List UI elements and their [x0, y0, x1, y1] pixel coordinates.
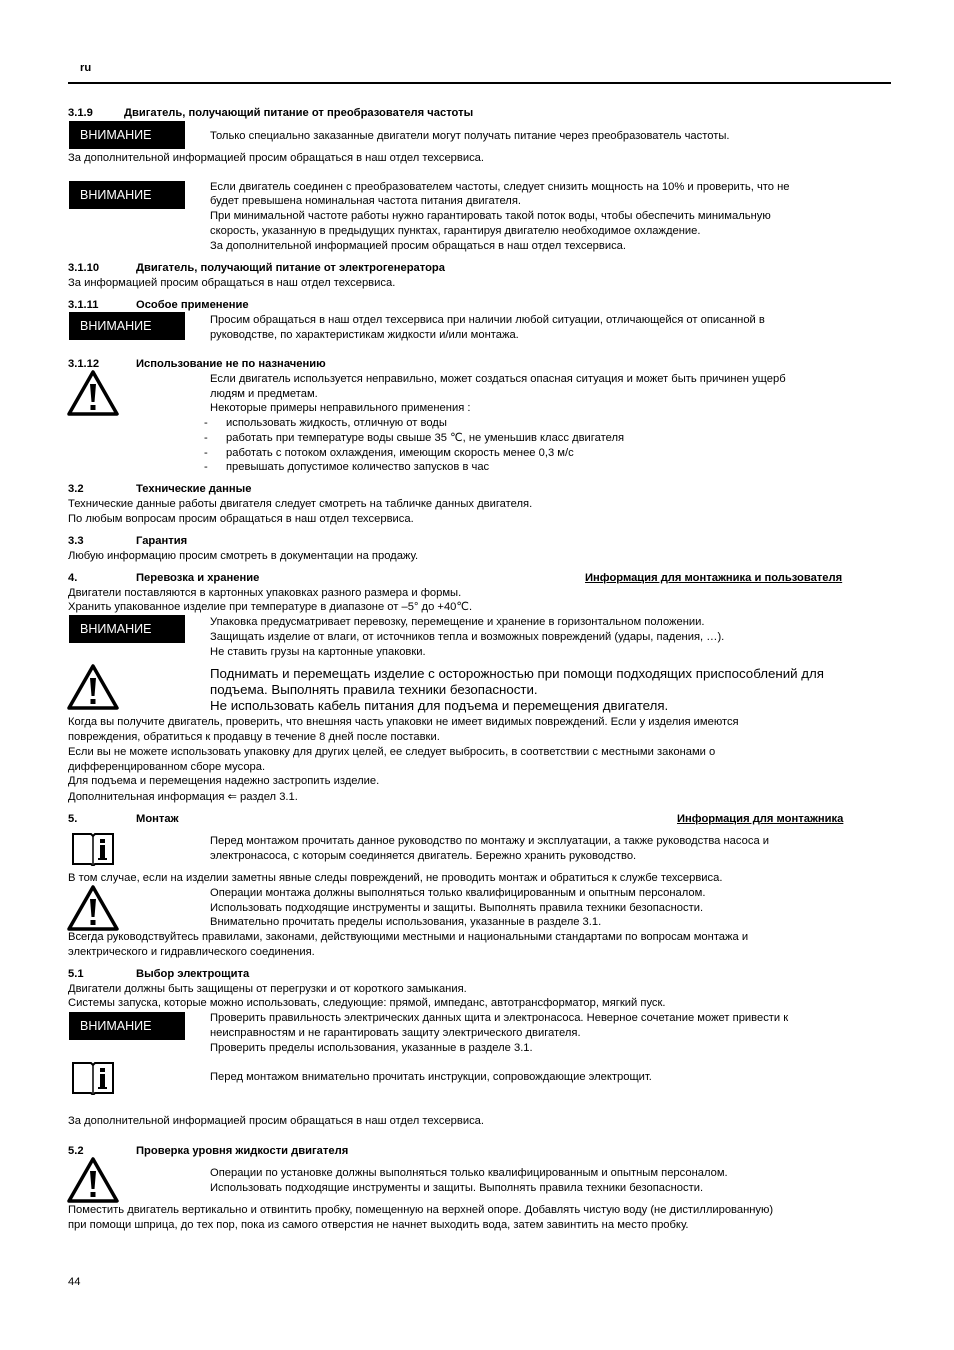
paragraph: электронасоса, с которым соединяется двигатель. Бережно хранить руководство. — [210, 850, 637, 862]
read-manual-icon — [71, 830, 115, 866]
warning-badge: ВНИМАНИЕ — [69, 1012, 185, 1040]
language-label: ru — [80, 62, 92, 74]
section-title: Технические данные — [136, 483, 252, 495]
bullet-dash: - — [204, 461, 208, 473]
section-number: 4. — [68, 572, 78, 584]
danger-text: подъема. Выполнять правила техники безопасности. — [210, 682, 538, 697]
warning-text: Проверить правильность электрических данных щита и электронасоса. Неверное сочетание может привести к — [210, 1012, 789, 1024]
section-number: 3.1.11 — [68, 299, 99, 311]
section-title: Использование не по назначению — [136, 358, 326, 370]
warning-text: Если двигатель соединен с преобразователем частоты, следует снизить мощность на 10% и проверить, что не — [210, 181, 790, 193]
list-item: превышать допустимое количество запусков в час — [226, 461, 490, 473]
list-item: работать с потоком охлаждения, имеющим скорость менее 0,3 м/с — [226, 447, 574, 459]
paragraph: Использовать подходящие инструменты и защиты. Выполнять правила техники безопасности. — [210, 1182, 704, 1194]
warning-text: Не ставить грузы на картонные упаковки. — [210, 646, 426, 658]
paragraph: В том случае, если на изделии заметны явные следы повреждений, не проводить монтаж и обратиться к службе техсервиса. — [68, 872, 723, 884]
paragraph: Двигатели должны быть защищены от перегрузки и от короткого замыкания. — [68, 983, 467, 995]
paragraph: Когда вы получите двигатель, проверить, что внешняя часть упаковки не имеет видимых повреждений. Если у изделия имеются — [68, 716, 739, 728]
warning-badge: ВНИМАНИЕ — [69, 615, 185, 643]
list-item: использовать жидкость, отличную от воды — [226, 417, 447, 429]
section-title: Монтаж — [136, 813, 179, 825]
paragraph: дифференцированном сборе мусора. — [68, 761, 266, 773]
danger-warning-icon — [67, 370, 119, 416]
read-manual-icon — [71, 1059, 115, 1095]
section-number: 3.1.9 — [68, 107, 93, 119]
paragraph: Системы запуска, которые можно использовать, следующие: прямой, импеданс, автотрансформатор, мягкий пуск. — [68, 997, 666, 1009]
paragraph: Дополнительная информация ⇐ раздел 3.1. — [68, 791, 298, 803]
paragraph: За информацией просим обращаться в наш отдел техсервиса. — [68, 277, 396, 289]
bullet-dash: - — [204, 447, 208, 459]
header-rule — [68, 82, 891, 84]
danger-warning-icon — [67, 664, 119, 710]
danger-warning-icon — [67, 1157, 119, 1203]
section-title: Двигатель, получающий питание от электрогенератора — [136, 262, 445, 274]
audience-label: Информация для монтажника — [677, 813, 844, 825]
paragraph: Двигатели поставляются в картонных упаковках разного размера и формы. — [68, 587, 462, 599]
section-number: 5.1 — [68, 968, 84, 980]
paragraph: повреждения, обратиться к продавцу в течение 8 дней после поставки. — [68, 731, 440, 743]
paragraph: Операции монтажа должны выполняться только квалифицированным и опытным персоналом. — [210, 887, 706, 899]
danger-text: Поднимать и перемещать изделие с осторожностью при помощи подходящих приспособлений для — [210, 666, 824, 681]
section-number: 3.3 — [68, 535, 84, 547]
section-number: 3.2 — [68, 483, 84, 495]
paragraph: Если вы не можете использовать упаковку для других целей, ее следует выбросить, в соответствии с местными законами о — [68, 746, 716, 758]
paragraph: Любую информацию просим смотреть в документации на продажу. — [68, 550, 419, 562]
section-title: Перевозка и хранение — [136, 572, 260, 584]
danger-text: Не использовать кабель питания для подъема и перемещения двигателя. — [210, 698, 669, 713]
section-number: 3.1.10 — [68, 262, 100, 274]
warning-text: Просим обращаться в наш отдел техсервиса при наличии любой ситуации, отличающейся от описанной в — [210, 314, 765, 326]
warning-text: неисправностям и не гарантировать защиту электрического двигателя. — [210, 1027, 581, 1039]
warning-text: скорость, указанную в предыдущих пунктах, гарантируя двигателю необходимое охлаждение. — [210, 225, 701, 237]
paragraph: За дополнительной информацией просим обращаться в наш отдел техсервиса. — [68, 1115, 484, 1127]
section-number: 5. — [68, 813, 78, 825]
paragraph: Некоторые примеры неправильного применения : — [210, 402, 471, 414]
paragraph: электрического и гидравлического соединения. — [68, 946, 315, 958]
bullet-dash: - — [204, 417, 208, 429]
paragraph: Если двигатель используется неправильно, может создаться опасная ситуация и может быть причинен ущерб — [210, 373, 786, 385]
paragraph: Внимательно прочитать пределы использования, указанные в разделе 3.1. — [210, 916, 602, 928]
warning-text: Проверить пределы использования, указанные в разделе 3.1. — [210, 1042, 533, 1054]
warning-text: Защищать изделие от влаги, от источников тепла и возможных повреждений (удары, падения, …). — [210, 631, 725, 643]
paragraph: Перед монтажом прочитать данное руководство по монтажу и эксплуатации, а также руководства насоса и — [210, 835, 770, 847]
warning-text: Только специально заказанные двигатели могут получать питание через преобразователь частоты. — [210, 130, 730, 142]
section-title: Гарантия — [136, 535, 188, 547]
section-title: Выбор электрощита — [136, 968, 250, 980]
warning-badge: ВНИМАНИЕ — [69, 312, 185, 340]
audience-label: Информация для монтажника и пользователя — [585, 572, 843, 584]
paragraph: Использовать подходящие инструменты и защиты. Выполнять правила техники безопасности. — [210, 902, 704, 914]
warning-text: Упаковка предусматривает перевозку, перемещение и хранение в горизонтальном положении. — [210, 616, 705, 628]
paragraph: Технические данные работы двигателя следует смотреть на табличке данных двигателя. — [68, 498, 533, 510]
warning-text: будет превышена номинальная частота питания двигателя. — [210, 195, 521, 207]
paragraph: Операции по установке должны выполняться только квалифицированным и опытным персоналом. — [210, 1167, 728, 1179]
paragraph: людям и предметам. — [210, 388, 318, 400]
paragraph: Для подъема и перемещения надежно застропить изделие. — [68, 775, 380, 787]
paragraph: при помощи шприца, до тех пор, пока из самого отверстия не начнет выходить вода, затем завинтить на место пробку. — [68, 1219, 689, 1231]
section-number: 3.1.12 — [68, 358, 100, 370]
bullet-dash: - — [204, 432, 208, 444]
warning-badge: ВНИМАНИЕ — [69, 181, 185, 209]
warning-text: При минимальной частоте работы нужно гарантировать такой поток воды, чтобы обеспечить минимальную — [210, 210, 771, 222]
paragraph: Поместить двигатель вертикально и отвинтить пробку, помещенную на верхней опоре. Добавлять чистую воду (не дистиллированную) — [68, 1204, 774, 1216]
section-title: Особое применение — [136, 299, 249, 311]
paragraph: Хранить упакованное изделие при температуре в диапазоне от –5° до +40℃. — [68, 601, 473, 613]
list-item: работать при температуре воды свыше 35 ℃, не уменьшив класс двигателя — [226, 432, 625, 444]
warning-text: руководстве, по характеристикам жидкости и/или монтажа. — [210, 329, 519, 341]
section-number: 5.2 — [68, 1145, 84, 1157]
page-number: 44 — [68, 1276, 81, 1288]
section-title: Проверка уровня жидкости двигателя — [136, 1145, 349, 1157]
paragraph: По любым вопросам просим обращаться в наш отдел техсервиса. — [68, 513, 414, 525]
danger-warning-icon — [67, 885, 119, 931]
paragraph: Перед монтажом внимательно прочитать инструкции, сопровождающие электрощит. — [210, 1071, 652, 1083]
warning-badge: ВНИМАНИЕ — [69, 121, 185, 149]
warning-text: За дополнительной информацией просим обращаться в наш отдел техсервиса. — [210, 240, 626, 252]
paragraph: Всегда руководствуйтесь правилами, законами, действующими местными и национальными стандартами по вопросам монтажа и — [68, 931, 749, 943]
section-title: Двигатель, получающий питание от преобразователя частоты — [124, 107, 474, 119]
paragraph: За дополнительной информацией просим обращаться в наш отдел техсервиса. — [68, 152, 484, 164]
